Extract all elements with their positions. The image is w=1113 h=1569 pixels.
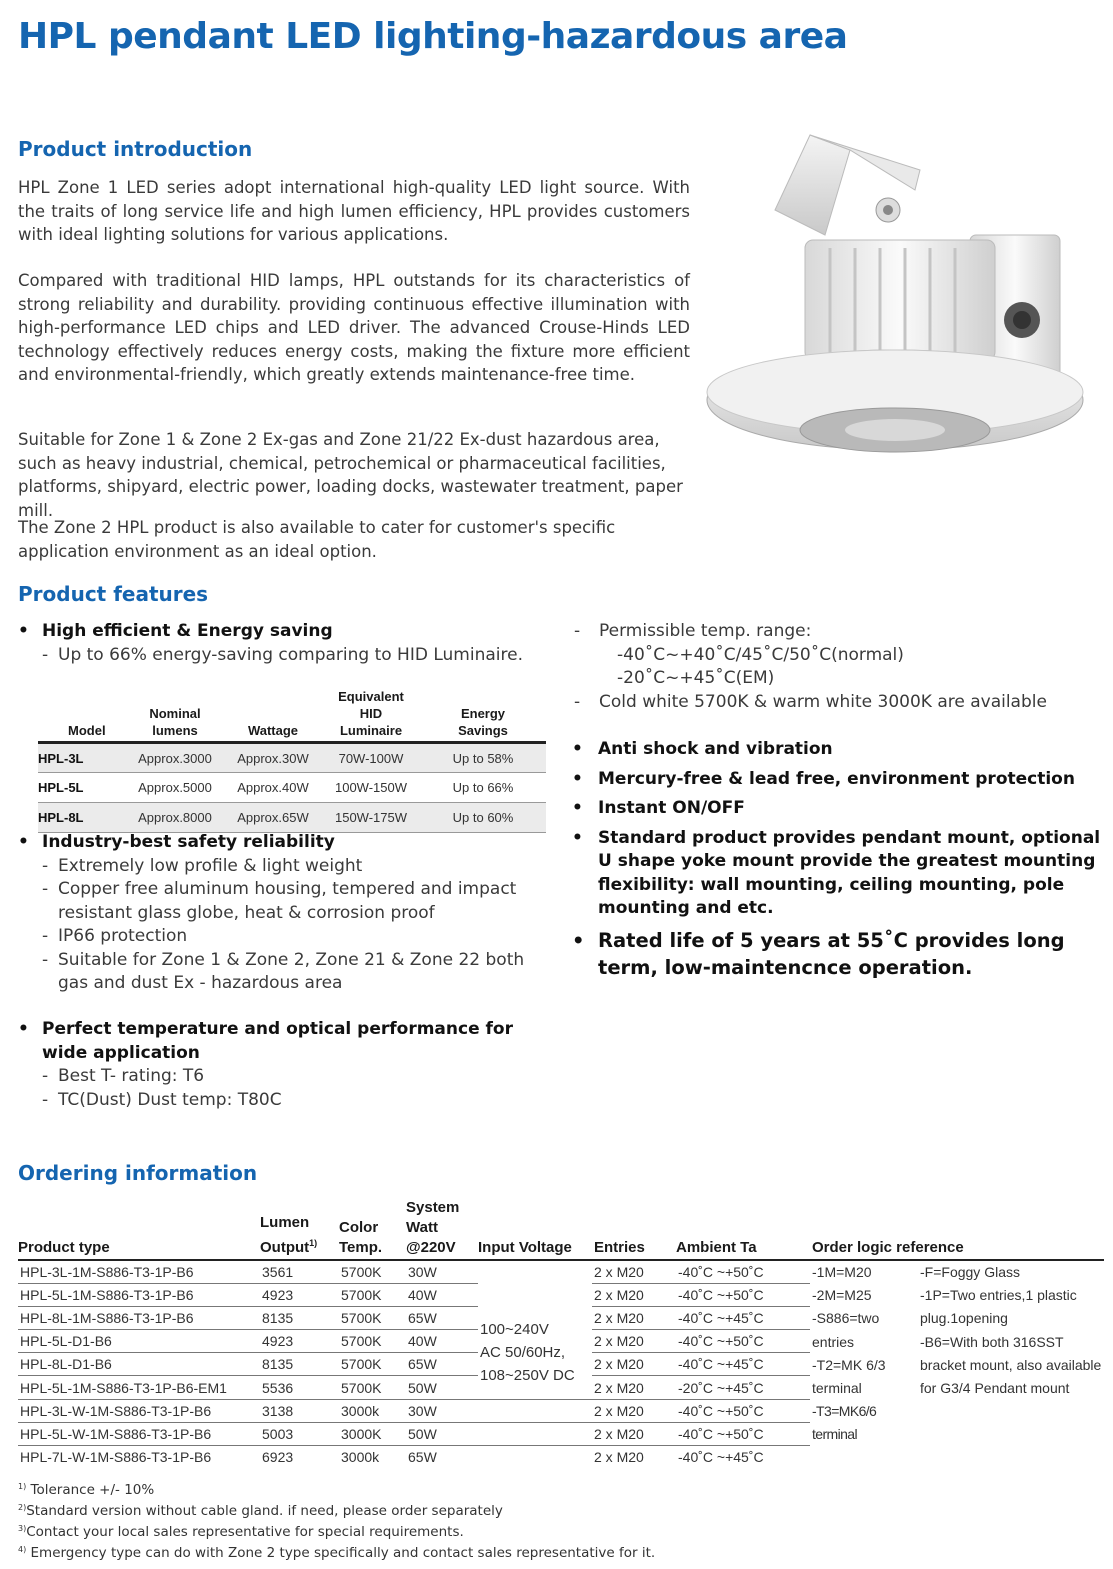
order-ambient: -20˚C ~+45˚C bbox=[676, 1376, 810, 1399]
order-entries: 2 x M20 bbox=[594, 1449, 644, 1466]
spec-hid: 100W-150W bbox=[334, 780, 407, 795]
spec-model: HPL-8L bbox=[38, 810, 84, 825]
footnote-marker: 2) bbox=[18, 1503, 27, 1512]
spec-wattage: Approx.65W bbox=[237, 810, 309, 825]
bullet-dot: • bbox=[18, 621, 29, 641]
spec-col-hid: Equivalent HID Luminaire bbox=[338, 689, 404, 738]
footnote-text: Standard version without cable gland. if need, please order separately bbox=[26, 1503, 503, 1519]
order-lumen: 3138 bbox=[260, 1399, 339, 1422]
order-col-lumen bbox=[260, 1198, 339, 1260]
order-lumen: 5536 bbox=[260, 1376, 339, 1399]
order-lumen: 8135 bbox=[260, 1353, 339, 1376]
intro-paragraph-2: Compared with traditional HID lamps, HPL outstands for its characteristics of strong reliability and durability. providing continuous effective illumination with high-performance LED chips and LED driver. The advanced Crouse-Hinds LED technology effectively reduces energy costs, making the fixture more efficient and environmental-friendly, which greatly extends maintenance-free time. bbox=[18, 271, 690, 384]
input-voltage-line-2: AC 50/60Hz, bbox=[480, 1344, 566, 1362]
spec-wattage: Approx.40W bbox=[237, 780, 309, 795]
intro-paragraph-3: Suitable for Zone 1 & Zone 2 Ex-gas and Zone 21/22 Ex-dust hazardous area, such as heavy industrial, chemical, petrochemical or pharmaceutical facilities, platforms, shipyard, electric power, loading docks, wastewater treatment, paper mill. bbox=[18, 430, 683, 520]
spec-row bbox=[38, 803, 546, 833]
order-col-color-b: Temp. bbox=[339, 1239, 383, 1256]
spec-savings: Up to 60% bbox=[452, 810, 514, 825]
order-lumen: 3561 bbox=[260, 1260, 339, 1283]
order-logic-left bbox=[810, 1260, 918, 1469]
spec-row bbox=[38, 773, 546, 803]
order-product-type: HPL-8L-1M-S886-T3-1P-B6 bbox=[18, 1306, 260, 1329]
order-logic-right bbox=[918, 1260, 1104, 1469]
features-heading: Product features bbox=[18, 582, 209, 606]
logic-left-5: -T3=MK6/6 terminal bbox=[812, 1403, 877, 1443]
color-temp-note: Cold white 5700K & warm white 3000K are available bbox=[599, 691, 1047, 712]
feature-temperature bbox=[18, 1018, 548, 1112]
footnote-marker: 1) bbox=[18, 1482, 27, 1491]
feature-safety-sub-3: IP66 protection bbox=[58, 926, 188, 946]
dash: - bbox=[574, 621, 581, 641]
spec-col-savings: Energy Savings bbox=[458, 706, 508, 738]
order-product-type: HPL-5L-1M-S886-T3-1P-B6 bbox=[18, 1283, 260, 1306]
footnote-marker: 4) bbox=[18, 1545, 27, 1554]
logic-left-3: -S886=two entries bbox=[812, 1310, 880, 1350]
spec-model: HPL-5L bbox=[38, 780, 84, 795]
feature-anti-shock: Anti shock and vibration bbox=[598, 739, 833, 759]
spec-table bbox=[38, 688, 546, 833]
footnote-text: Contact your local sales representative for special requirements. bbox=[26, 1524, 464, 1540]
order-col-entries: Entries bbox=[594, 1239, 645, 1256]
logic-right-2: -1P=Two entries,1 plastic plug.1opening bbox=[920, 1287, 1077, 1327]
feature-instant-on: Instant ON/OFF bbox=[598, 798, 745, 818]
order-col-color-a: Color bbox=[339, 1219, 379, 1236]
ordering-heading: Ordering information bbox=[18, 1161, 258, 1185]
order-color: 5700K bbox=[339, 1306, 406, 1329]
input-voltage-line-1: 100~240V bbox=[480, 1321, 549, 1339]
spec-row bbox=[38, 743, 546, 773]
dash: - bbox=[42, 1089, 49, 1110]
feature-energy-sub-1: Up to 66% energy-saving comparing to HID Luminaire. bbox=[58, 644, 523, 665]
dash: - bbox=[42, 879, 49, 899]
order-ambient: -40˚C ~+50˚C bbox=[676, 1330, 810, 1353]
dash: - bbox=[42, 1066, 49, 1086]
order-col-lumen-sup: 1) bbox=[309, 1238, 318, 1248]
bullet-dot: • bbox=[572, 928, 585, 952]
bullet-dot: • bbox=[572, 768, 583, 789]
order-col-logic: Order logic reference bbox=[812, 1239, 964, 1256]
logic-left-4: -T2=MK 6/3 terminal bbox=[812, 1356, 886, 1397]
order-entries: 2 x M20 bbox=[592, 1399, 676, 1422]
spec-wattage: Approx.30W bbox=[237, 750, 309, 766]
order-input-voltage-empty bbox=[478, 1399, 592, 1422]
order-watt: 40W bbox=[406, 1283, 478, 1306]
order-lumen: 4923 bbox=[260, 1283, 339, 1306]
temp-range-normal: -40˚C~+40˚C/45˚C/50˚C(normal) bbox=[617, 644, 904, 665]
spec-savings: Up to 66% bbox=[452, 780, 514, 795]
feature-mercury-free: Mercury-free & lead free, environment protection bbox=[598, 768, 1075, 789]
order-ambient: -40˚C ~+45˚C bbox=[676, 1353, 810, 1376]
order-watt: 65W bbox=[406, 1353, 478, 1376]
logic-right-3: -B6=With both 316SST bracket mount, also available for G3/4 Pendant mount bbox=[920, 1333, 1102, 1397]
order-input-voltage-empty bbox=[478, 1422, 592, 1445]
product-image bbox=[700, 130, 1100, 460]
spec-lumens: Approx.3000 bbox=[138, 750, 212, 766]
intro-heading: Product introduction bbox=[18, 137, 253, 161]
order-entries: 2 x M20 bbox=[592, 1376, 676, 1399]
order-watt: 50W bbox=[406, 1422, 478, 1445]
feature-temperature-sub-1: Best T- rating: T6 bbox=[58, 1066, 205, 1086]
order-watt: 65W bbox=[408, 1449, 437, 1466]
logic-left-2: -2M=M25 bbox=[812, 1287, 872, 1304]
spec-lumens: Approx.8000 bbox=[138, 810, 212, 825]
bullet-dot: • bbox=[18, 832, 29, 852]
order-input-voltage bbox=[478, 1260, 592, 1399]
order-watt: 50W bbox=[406, 1376, 478, 1399]
spec-col-lumens: Nominal lumens bbox=[149, 706, 201, 738]
input-voltage-line-3: 108~250V DC bbox=[480, 1367, 575, 1385]
order-col-input-voltage: Input Voltage bbox=[478, 1239, 572, 1256]
footnote-4 bbox=[18, 1541, 655, 1562]
spec-hid: 70W-100W bbox=[338, 750, 404, 766]
feature-mounting: Standard product provides pendant mount, optional U shape yoke mount provide the greatest mounting flexibility: wall mounting, ceiling mounting, pole mounting and etc. bbox=[598, 827, 1101, 918]
spec-col-wattage: Wattage bbox=[247, 723, 299, 738]
bullet-dot: • bbox=[572, 739, 583, 759]
order-entries: 2 x M20 bbox=[592, 1260, 676, 1283]
temp-range-block bbox=[572, 620, 1102, 714]
order-watt: 30W bbox=[406, 1399, 478, 1422]
order-color: 5700K bbox=[339, 1353, 406, 1376]
order-product-type: HPL-3L-W-1M-S886-T3-1P-B6 bbox=[18, 1399, 260, 1422]
order-col-lumen-b: Output bbox=[260, 1239, 310, 1256]
order-product-type: HPL-7L-W-1M-S886-T3-1P-B6 bbox=[20, 1449, 212, 1466]
feature-rated-life: Rated life of 5 years at 55˚C provides long term, low-maintencnce operation. bbox=[598, 928, 1065, 979]
order-entries: 2 x M20 bbox=[592, 1283, 676, 1306]
ordering-table bbox=[18, 1198, 1104, 1469]
order-watt: 40W bbox=[406, 1330, 478, 1353]
order-ambient: -40˚C ~+50˚C bbox=[676, 1283, 810, 1306]
order-ambient: -40˚C ~+50˚C bbox=[676, 1422, 810, 1445]
order-lumen: 5003 bbox=[260, 1422, 339, 1445]
bullet-dot: • bbox=[572, 827, 583, 848]
dash: - bbox=[574, 691, 581, 712]
feature-safety-sub-4: Suitable for Zone 1 & Zone 2, Zone 21 & Zone 22 both gas and dust Ex - hazardous area bbox=[58, 949, 525, 993]
order-watt: 65W bbox=[406, 1306, 478, 1329]
footnote-1 bbox=[18, 1478, 655, 1499]
order-color: 3000K bbox=[339, 1422, 406, 1445]
order-ambient: -40˚C ~+45˚C bbox=[678, 1449, 764, 1466]
order-ambient: -40˚C ~+50˚C bbox=[676, 1260, 810, 1283]
order-product-type: HPL-5L-1M-S886-T3-1P-B6-EM1 bbox=[18, 1376, 260, 1399]
order-ambient: -40˚C ~+45˚C bbox=[676, 1306, 810, 1329]
footnote-2 bbox=[18, 1499, 655, 1520]
feature-safety-sub-2: Copper free aluminum housing, tempered and impact resistant glass globe, heat & corrosion proof bbox=[58, 879, 517, 923]
footnote-text: Emergency type can do with Zone 2 type specifically and contact sales representative for it. bbox=[26, 1545, 656, 1561]
intro-paragraph-1: HPL Zone 1 LED series adopt international high-quality LED light source. With the traits of long service life and high lumen efficiency, HPL provides customers with ideal lighting solutions for various applications. bbox=[18, 178, 690, 244]
spec-savings: Up to 58% bbox=[452, 750, 514, 766]
page-title: HPL pendant LED lighting-hazardous area bbox=[18, 16, 848, 57]
spec-model: HPL-3L bbox=[38, 750, 84, 766]
order-entries: 2 x M20 bbox=[592, 1353, 676, 1376]
order-lumen: 6923 bbox=[262, 1449, 294, 1466]
temp-range-em: -20˚C~+45˚C(EM) bbox=[617, 668, 775, 688]
footnotes bbox=[18, 1478, 655, 1562]
order-col-product-type: Product type bbox=[18, 1239, 110, 1256]
bullet-dot: • bbox=[572, 798, 583, 818]
spec-hid: 150W-175W bbox=[334, 810, 407, 825]
order-color: 5700K bbox=[339, 1283, 406, 1306]
order-color: 3000k bbox=[341, 1449, 380, 1466]
logic-left-1: -1M=M20 bbox=[812, 1264, 872, 1280]
intro-paragraph-4: The Zone 2 HPL product is also available to cater for customer's specific application environment as an ideal option. bbox=[18, 518, 616, 561]
footnote-3 bbox=[18, 1520, 655, 1541]
order-col-watt-a: System bbox=[406, 1199, 460, 1216]
order-entries: 2 x M20 bbox=[592, 1422, 676, 1445]
order-col-watt-c: @220V bbox=[406, 1239, 456, 1256]
temp-range-label: Permissible temp. range: bbox=[599, 621, 812, 641]
order-row bbox=[18, 1260, 1104, 1283]
order-col-color bbox=[339, 1198, 406, 1260]
order-product-type: HPL-8L-D1-B6 bbox=[18, 1353, 260, 1376]
order-col-ambient: Ambient Ta bbox=[676, 1239, 757, 1256]
footnote-text: Tolerance +/- 10% bbox=[30, 1482, 155, 1498]
dash: - bbox=[42, 644, 49, 665]
feature-safety bbox=[18, 831, 548, 996]
feature-temperature-sub-2: TC(Dust) Dust temp: T80C bbox=[58, 1089, 282, 1110]
feature-energy bbox=[18, 620, 548, 667]
dash: - bbox=[42, 949, 49, 970]
feature-energy-title: High efficient & Energy saving bbox=[42, 621, 333, 641]
order-input-voltage-empty bbox=[478, 1446, 592, 1469]
order-entries: 2 x M20 bbox=[592, 1306, 676, 1329]
order-col-lumen-a: Lumen bbox=[260, 1214, 310, 1231]
spec-col-model: Model bbox=[68, 723, 106, 738]
order-color: 5700K bbox=[339, 1376, 406, 1399]
feature-safety-sub-1: Extremely low profile & light weight bbox=[58, 855, 363, 876]
footnote-marker: 3) bbox=[18, 1524, 27, 1533]
bullet-dot: • bbox=[18, 1019, 29, 1039]
feature-temperature-title: Perfect temperature and optical performance for wide application bbox=[42, 1019, 513, 1063]
order-color: 3000k bbox=[339, 1399, 406, 1422]
order-color: 5700K bbox=[339, 1330, 406, 1353]
order-color: 5700K bbox=[339, 1260, 406, 1283]
order-lumen: 8135 bbox=[260, 1306, 339, 1329]
dash: - bbox=[42, 926, 49, 946]
order-ambient: -40˚C ~+50˚C bbox=[676, 1399, 810, 1422]
order-watt: 30W bbox=[406, 1260, 478, 1283]
order-col-watt-b: Watt bbox=[406, 1219, 438, 1236]
order-product-type: HPL-5L-D1-B6 bbox=[18, 1330, 260, 1353]
logic-right-1: -F=Foggy Glass bbox=[920, 1264, 1020, 1280]
order-lumen: 4923 bbox=[260, 1330, 339, 1353]
order-col-watt bbox=[406, 1198, 478, 1260]
order-product-type: HPL-3L-1M-S886-T3-1P-B6 bbox=[18, 1260, 260, 1283]
order-product-type: HPL-5L-W-1M-S886-T3-1P-B6 bbox=[18, 1422, 260, 1445]
spec-lumens: Approx.5000 bbox=[138, 780, 212, 795]
dash: - bbox=[42, 855, 49, 876]
feature-safety-title: Industry-best safety reliability bbox=[42, 832, 335, 852]
order-entries: 2 x M20 bbox=[592, 1330, 676, 1353]
right-feature-list bbox=[572, 738, 1102, 981]
